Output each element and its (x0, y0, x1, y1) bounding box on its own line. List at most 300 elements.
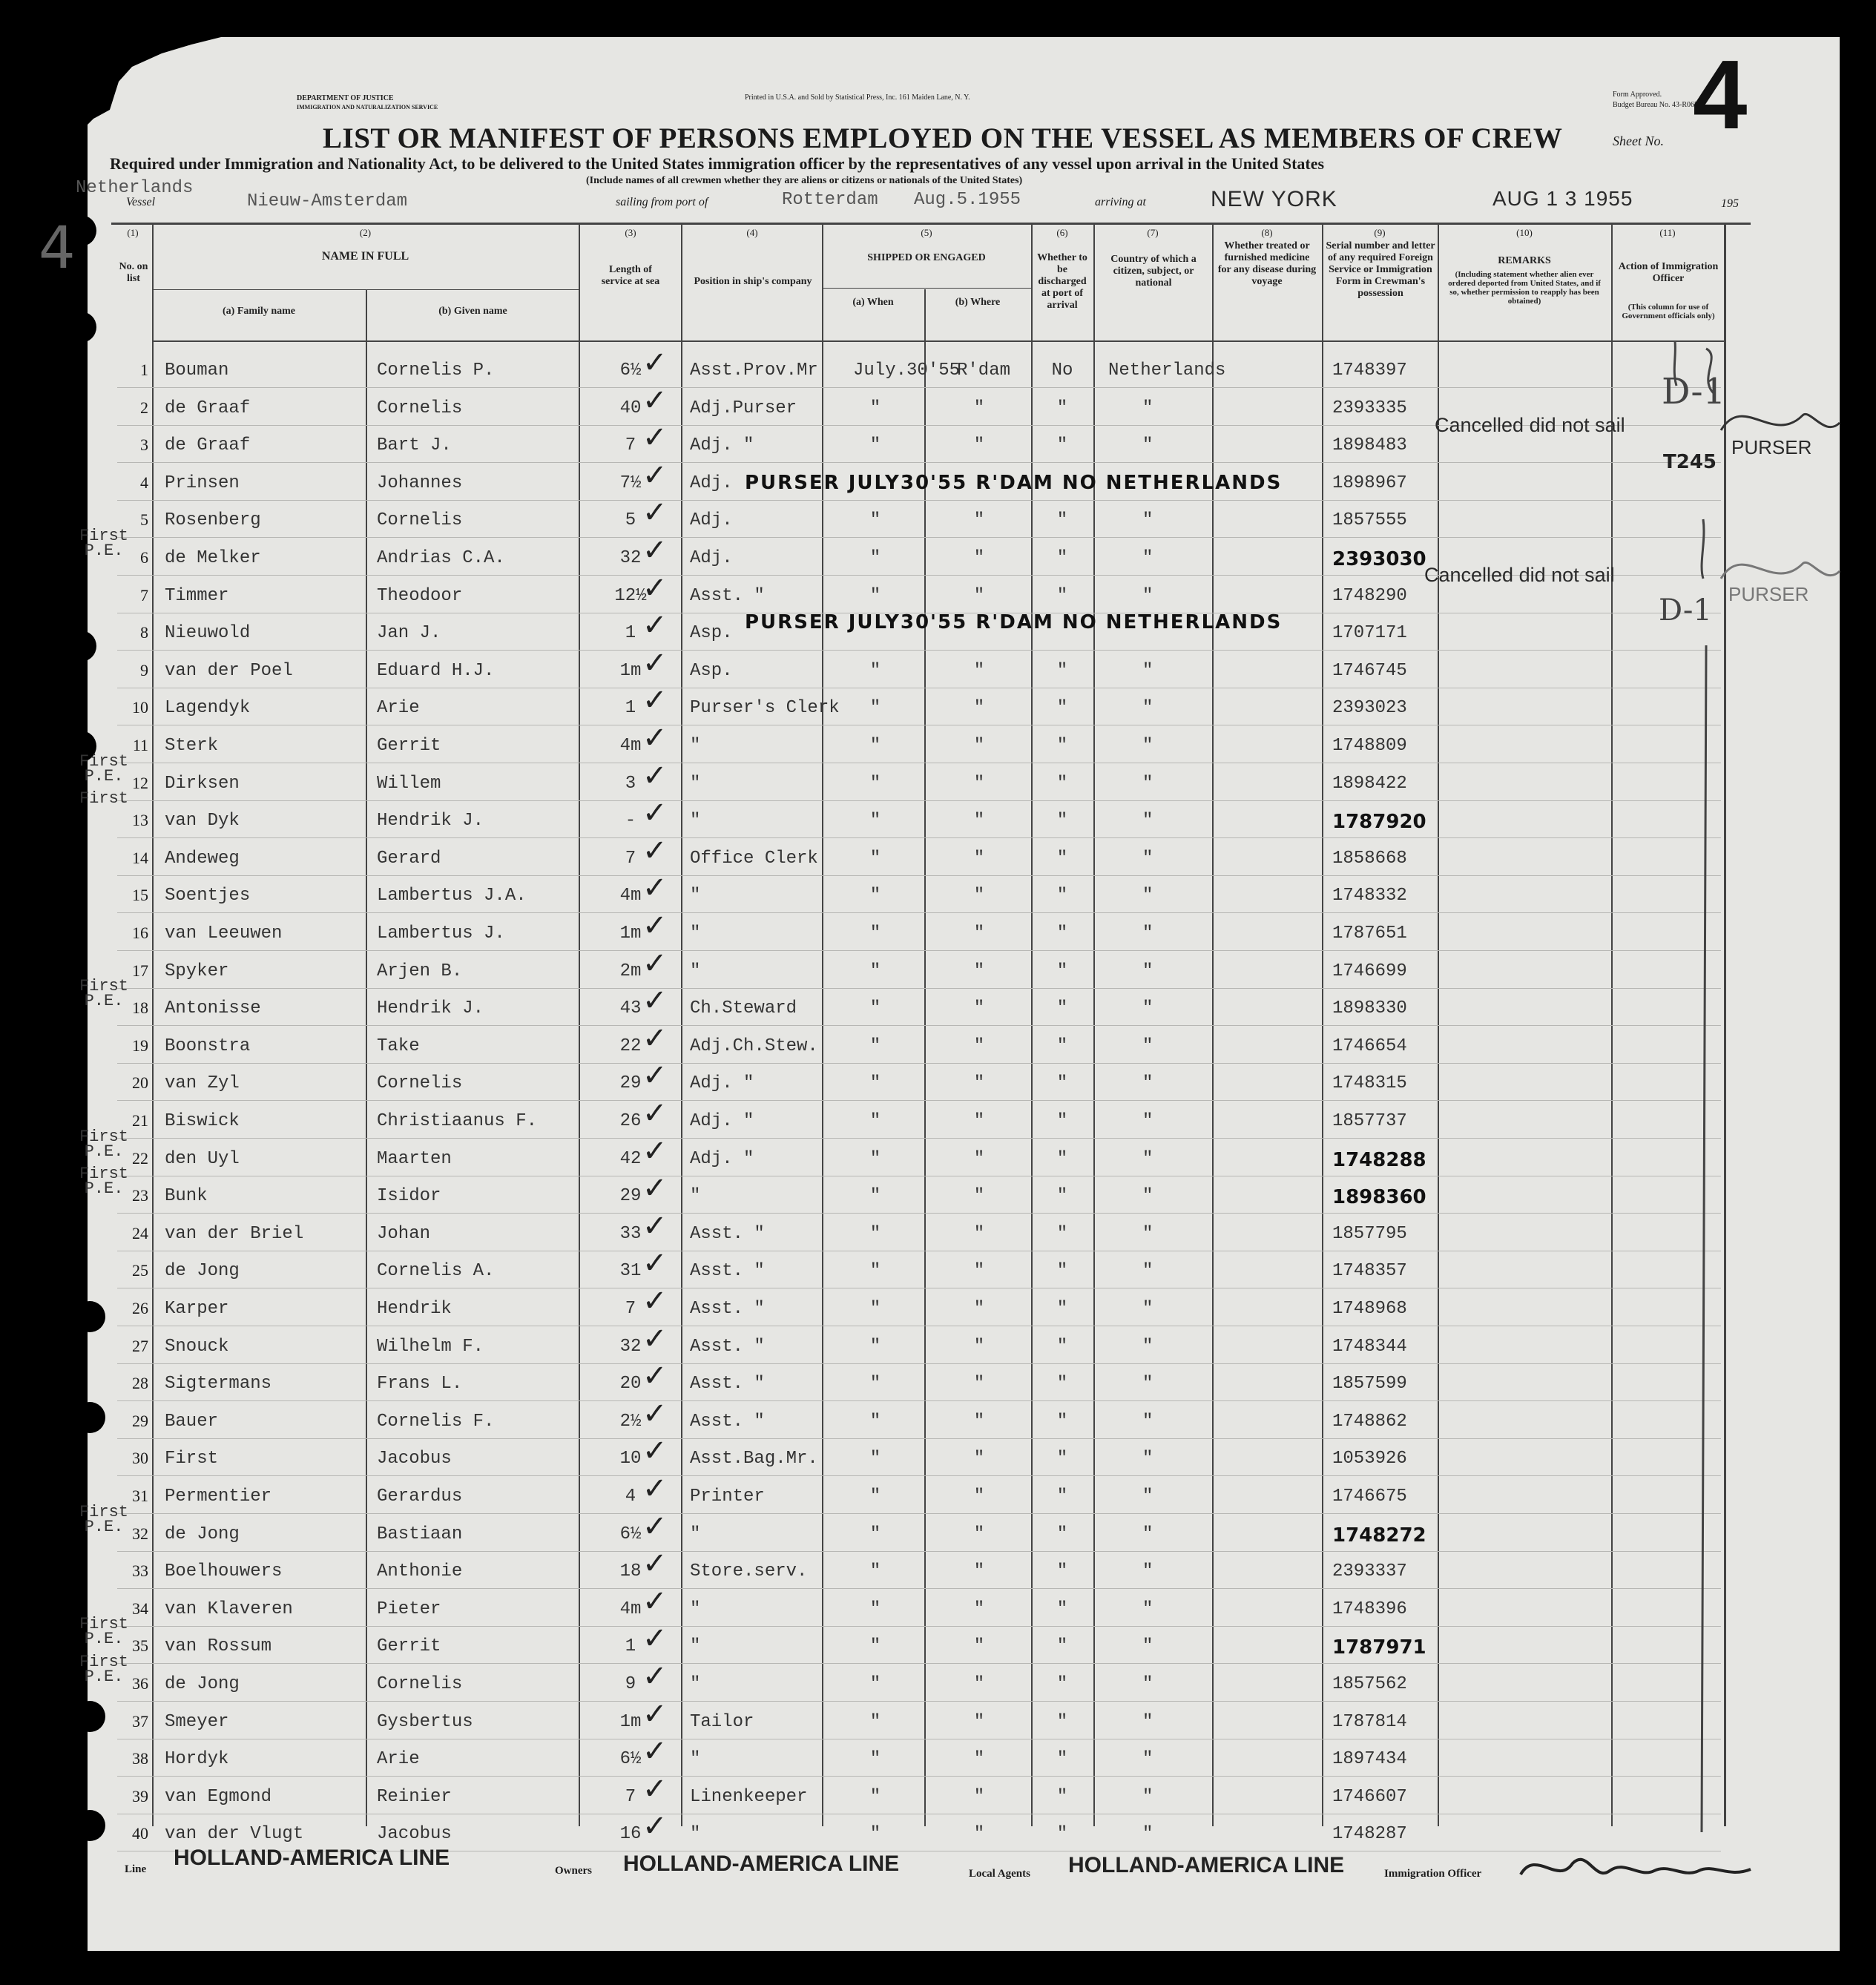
col-3-header: Length of service at sea (601, 264, 660, 287)
shipped-when: " (869, 849, 881, 869)
country: " (1142, 435, 1153, 455)
purser-stamp-2: PURSER (1728, 583, 1809, 605)
shipped-where: " (973, 1749, 985, 1769)
position: Asst. " (690, 1412, 765, 1432)
position: Store.serv. (690, 1561, 808, 1581)
family-name: de Jong (165, 1261, 240, 1281)
handwritten-entry-row-8: PURSER JULY30'55 R'DAM NO NETHERLANDS (745, 611, 1283, 633)
crew-row (0, 1697, 1876, 1740)
discharge: " (1056, 661, 1068, 681)
crew-row (0, 1547, 1876, 1590)
position: " (690, 811, 701, 831)
department-label: DEPARTMENT OF JUSTICE (297, 94, 394, 102)
position: Asp. (690, 661, 733, 681)
mark-t245: T245 (1663, 451, 1717, 473)
shipped-where: " (973, 698, 985, 718)
length-of-service: 4m (619, 886, 642, 906)
row-number: 3 (140, 435, 148, 454)
given-name: Hendrik J. (377, 998, 484, 1018)
family-name: Bouman (165, 361, 229, 381)
discharge: " (1056, 774, 1068, 794)
length-of-service: 6½ (619, 1524, 642, 1544)
country: Netherlands (1108, 361, 1226, 381)
crew-row (0, 789, 1876, 839)
crew-row (0, 909, 1876, 952)
given-name: Gerard (377, 849, 441, 869)
mark-d2: D-1 (1659, 593, 1712, 628)
serial-number: 1857795 (1332, 1224, 1407, 1244)
shipped-when: " (869, 1449, 881, 1469)
family-name: van Leeuwen (165, 924, 283, 944)
col-8-number: (8) (1261, 227, 1273, 238)
service-label: IMMIGRATION AND NATURALIZATION SERVICE (297, 104, 438, 111)
agents-stamp: HOLLAND-AMERICA LINE (1068, 1853, 1345, 1877)
shipped-when: " (869, 1111, 881, 1131)
row-number: 10 (132, 698, 148, 717)
col-5-header: SHIPPED OR ENGAGED (867, 252, 986, 263)
length-of-service: 5 (625, 510, 636, 530)
checkmark-icon: ✓ (642, 1359, 668, 1393)
col-10-note: (Including statement whether alien ever ordered deported from United States, and if so, whether permission to reapply has been obtained) (1448, 270, 1601, 306)
country: " (1142, 1224, 1153, 1244)
discharge: " (1056, 548, 1068, 568)
handwritten-entry-row-4: PURSER JULY30'55 R'DAM NO NETHERLANDS (745, 472, 1283, 494)
discharge: " (1056, 849, 1068, 869)
family-name: Bunk (165, 1186, 208, 1206)
country: " (1142, 586, 1153, 606)
family-name: Boonstra (165, 1036, 251, 1056)
position: Linenkeeper (690, 1787, 808, 1807)
row-number: 29 (132, 1412, 148, 1430)
checkmark-icon: ✓ (642, 1246, 668, 1280)
checkmark-icon: ✓ (642, 1809, 668, 1843)
checkmark-icon: ✓ (642, 1659, 668, 1693)
position: Asst. " (690, 586, 765, 606)
length-of-service: 12½ (614, 586, 647, 606)
serial-number: 1898967 (1332, 473, 1407, 493)
family-name: de Graaf (165, 398, 251, 418)
col-11-note: (This column for use of Government officials only) (1622, 303, 1715, 320)
length-of-service: 1m (619, 1712, 642, 1732)
length-of-service: 7 (625, 849, 636, 869)
col-7-number: (7) (1147, 227, 1159, 238)
serial-number: 1857555 (1332, 510, 1407, 530)
shipped-when: " (869, 548, 881, 568)
length-of-service: 32 (619, 1337, 642, 1357)
col-10-header: REMARKS (1498, 255, 1551, 266)
checkmark-icon: ✓ (642, 909, 668, 943)
shipped-where: R'dam (957, 361, 1011, 381)
sheet-number: 4 (1693, 40, 1748, 149)
shipped-when: " (869, 1149, 881, 1169)
crew-row (0, 1128, 1876, 1177)
discharge: " (1056, 1186, 1068, 1206)
row-number: 23 (132, 1186, 148, 1205)
crew-row (0, 1615, 1876, 1665)
checkmark-icon: ✓ (642, 683, 668, 717)
family-name: van Zyl (165, 1073, 240, 1093)
family-name: van der Briel (165, 1224, 304, 1244)
country: " (1142, 1337, 1153, 1357)
checkmark-icon: ✓ (642, 1697, 668, 1731)
country: " (1142, 849, 1153, 869)
shipped-when: " (869, 1261, 881, 1281)
checkmark-icon: ✓ (642, 421, 668, 455)
position: Tailor (690, 1712, 754, 1732)
serial-number: 1748357 (1332, 1261, 1407, 1281)
discharge: " (1056, 510, 1068, 530)
shipped-when: " (869, 1036, 881, 1056)
budget-bureau: Budget Bureau No. 43-R065.5. (1613, 101, 1705, 109)
col-2-header: NAME IN FULL (321, 250, 409, 263)
country: " (1142, 1524, 1153, 1544)
given-name: Gerrit (377, 1636, 441, 1656)
family-name: Nieuwold (165, 623, 251, 643)
given-name: Cornelis (377, 510, 463, 530)
family-name: Biswick (165, 1111, 240, 1131)
shipped-when: " (869, 435, 881, 455)
discharge: " (1056, 435, 1068, 455)
checkmark-icon: ✓ (642, 608, 668, 642)
checkmark-icon: ✓ (642, 834, 668, 868)
given-name: Cornelis (377, 1073, 463, 1093)
position: Printer (690, 1487, 765, 1507)
shipped-where: " (973, 1561, 985, 1581)
row-number: 39 (132, 1787, 148, 1805)
line-label: Line (125, 1863, 147, 1875)
shipped-where: " (973, 811, 985, 831)
checkmark-icon: ✓ (642, 1284, 668, 1318)
row-number: 9 (140, 661, 148, 679)
row-number: 17 (132, 961, 148, 980)
given-name: Jacobus (377, 1449, 452, 1469)
length-of-service: 22 (619, 1036, 642, 1056)
shipped-when: " (869, 736, 881, 756)
shipped-where: " (973, 1412, 985, 1432)
family-name: Antonisse (165, 998, 261, 1018)
length-of-service: 7 (625, 1299, 636, 1319)
first-pe-note: First (79, 789, 128, 808)
row-number: 8 (140, 623, 148, 642)
sailing-date: Aug.5.1955 (914, 190, 1021, 210)
row-number: 11 (132, 736, 148, 754)
page-subnote: (Include names of all crewmen whether they are aliens or citizens or nationals of the United States) (586, 175, 1023, 186)
given-name: Cornelis (377, 1674, 463, 1694)
row-number: 20 (132, 1073, 148, 1092)
crew-row (0, 1209, 1876, 1252)
checkmark-icon: ✓ (642, 1622, 668, 1656)
family-name: van Rossum (165, 1636, 272, 1656)
country: " (1142, 1374, 1153, 1394)
position: " (690, 774, 701, 794)
first-pe-note: First P.E. (79, 752, 128, 786)
mark-d1: D-1 (1662, 371, 1726, 412)
agents-label: Local Agents (969, 1868, 1030, 1880)
serial-number: 1748272 (1332, 1524, 1426, 1547)
row-number: 15 (132, 886, 148, 904)
col-6-number: (6) (1056, 227, 1068, 238)
crew-row (0, 1772, 1876, 1815)
family-name: den Uyl (165, 1149, 240, 1169)
crew-row (0, 1021, 1876, 1064)
shipped-where: " (973, 1261, 985, 1281)
shipped-where: " (973, 1337, 985, 1357)
shipped-when: " (869, 1749, 881, 1769)
length-of-service: 7½ (619, 473, 642, 493)
shipped-when: " (869, 1337, 881, 1357)
family-name: de Graaf (165, 435, 251, 455)
serial-number: 1787814 (1332, 1712, 1407, 1732)
serial-number: 1857737 (1332, 1111, 1407, 1131)
country: " (1142, 510, 1153, 530)
shipped-where: " (973, 1599, 985, 1619)
crew-row (0, 1653, 1876, 1702)
given-name: Eduard H.J. (377, 661, 495, 681)
given-name: Theodoor (377, 586, 463, 606)
col-9-number: (9) (1374, 227, 1386, 238)
crew-row (0, 752, 1876, 802)
discharge: " (1056, 998, 1068, 1018)
shipped-where: " (973, 1111, 985, 1131)
length-of-service: 1 (625, 698, 636, 718)
shipped-split-rule (822, 288, 1031, 289)
country: " (1142, 924, 1153, 944)
given-name: Cornelis F. (377, 1412, 495, 1432)
crew-row (0, 346, 1876, 389)
length-of-service: 1m (619, 661, 642, 681)
crew-row (0, 1472, 1876, 1515)
position: Adj. " (690, 1149, 754, 1169)
country: " (1142, 1674, 1153, 1694)
checkmark-icon: ✓ (642, 1059, 668, 1093)
given-name: Bart J. (377, 435, 452, 455)
crew-row (0, 1734, 1876, 1777)
crew-row (0, 646, 1876, 689)
family-name: Spyker (165, 961, 229, 981)
given-name: Johannes (377, 473, 463, 493)
shipped-where: " (973, 1636, 985, 1656)
sailing-port: Rotterdam (782, 190, 878, 210)
country: " (1142, 736, 1153, 756)
row-number: 13 (132, 811, 148, 829)
remark-cancelled-row-2: Cancelled did not sail (1435, 414, 1625, 436)
col-8-header: Whether treated or furnished medicine for any disease during voyage (1217, 240, 1317, 287)
family-name: van Dyk (165, 811, 240, 831)
length-of-service: 20 (619, 1374, 642, 1394)
officer-label: Immigration Officer (1384, 1868, 1482, 1880)
row-number: 4 (140, 473, 148, 492)
shipped-where: " (973, 1487, 985, 1507)
serial-number: 1746745 (1332, 661, 1407, 681)
position: " (690, 886, 701, 906)
shipped-when: " (869, 661, 881, 681)
serial-number: 1857599 (1332, 1374, 1407, 1394)
length-of-service: 9 (625, 1674, 636, 1694)
officer-signature (1513, 1841, 1780, 1893)
first-pe-note: First P.E. (79, 1128, 128, 1161)
discharge: " (1056, 736, 1068, 756)
position: " (690, 1186, 701, 1206)
serial-number: 1053926 (1332, 1449, 1407, 1469)
discharge: " (1056, 1374, 1068, 1394)
country: " (1142, 1824, 1153, 1844)
position: " (690, 1636, 701, 1656)
discharge: " (1056, 1487, 1068, 1507)
form-approved: Form Approved. (1613, 90, 1662, 99)
position: Asst.Bag.Mr. (690, 1449, 818, 1469)
position: Asst. " (690, 1337, 765, 1357)
crew-row (0, 1434, 1876, 1477)
given-name: Isidor (377, 1186, 441, 1206)
family-name: Boelhouwers (165, 1561, 283, 1581)
serial-number: 1787971 (1332, 1636, 1426, 1659)
row-number: 7 (140, 586, 148, 605)
first-pe-note: First P.E. (79, 977, 128, 1010)
serial-number: 2393030 (1332, 548, 1426, 570)
length-of-service: 2m (619, 961, 642, 981)
discharge: " (1056, 1636, 1068, 1656)
discharge: " (1056, 1412, 1068, 1432)
discharge: " (1056, 886, 1068, 906)
length-of-service: 4 (625, 1487, 636, 1507)
given-name: Gerardus (377, 1487, 463, 1507)
crew-row (0, 1165, 1876, 1214)
shipped-when: " (869, 1561, 881, 1581)
length-of-service: 7 (625, 435, 636, 455)
row-number: 19 (132, 1036, 148, 1055)
position: " (690, 736, 701, 756)
row-number: 25 (132, 1261, 148, 1280)
position: " (690, 1674, 701, 1694)
given-name: Arjen B. (377, 961, 463, 981)
checkmark-icon: ✓ (642, 721, 668, 755)
row-number: 37 (132, 1712, 148, 1731)
shipped-when: " (869, 1186, 881, 1206)
row-number: 27 (132, 1337, 148, 1355)
col-1-number: (1) (127, 227, 139, 238)
country: " (1142, 1149, 1153, 1169)
position: " (690, 961, 701, 981)
serial-number: 1898422 (1332, 774, 1407, 794)
shipped-where: " (973, 924, 985, 944)
family-name: Lagendyk (165, 698, 251, 718)
given-name: Cornelis (377, 398, 463, 418)
col-7-header: Country of which a citizen, subject, or national (1110, 254, 1197, 289)
row-number: 18 (132, 998, 148, 1017)
shipped-where: " (973, 961, 985, 981)
printer-note: Printed in U.S.A. and Sold by Statistical Press, Inc. 161 Maiden Lane, N. Y. (745, 93, 970, 102)
serial-number: 1748344 (1332, 1337, 1407, 1357)
serial-number: 1746654 (1332, 1036, 1407, 1056)
length-of-service: 16 (619, 1824, 642, 1844)
shipped-where: " (973, 849, 985, 869)
serial-number: 1748968 (1332, 1299, 1407, 1319)
length-of-service: 3 (625, 774, 636, 794)
checkmark-icon: ✓ (642, 1434, 668, 1468)
crew-row (0, 496, 1876, 539)
col-3-number: (3) (625, 227, 636, 238)
length-of-service: 40 (619, 398, 642, 418)
given-name: Cornelis A. (377, 1261, 495, 1281)
col-2-number: (2) (359, 227, 372, 238)
country: " (1142, 1749, 1153, 1769)
country: " (1142, 1449, 1153, 1469)
signature-scribbles (1714, 386, 1847, 623)
given-name: Lambertus J.A. (377, 886, 527, 906)
shipped-where: " (973, 1674, 985, 1694)
discharge: " (1056, 698, 1068, 718)
checkmark-icon: ✓ (642, 796, 668, 830)
col-11-header: Action of Immigration Officer (1618, 261, 1719, 284)
crew-row (0, 1246, 1876, 1289)
checkmark-icon: ✓ (642, 947, 668, 981)
discharge: " (1056, 1524, 1068, 1544)
position: Adj. " (690, 435, 754, 455)
row-number: 33 (132, 1561, 148, 1580)
crew-row (0, 1359, 1876, 1402)
family-name: Timmer (165, 586, 229, 606)
shipped-when: " (869, 1787, 881, 1807)
family-name: de Jong (165, 1524, 240, 1544)
arrival-port: NEW YORK (1211, 187, 1337, 211)
crew-row (0, 1397, 1876, 1440)
serial-number: 1748397 (1332, 361, 1407, 381)
shipped-where: " (973, 1374, 985, 1394)
position: Asst. " (690, 1299, 765, 1319)
serial-number: 1858668 (1332, 849, 1407, 869)
given-name: Arie (377, 698, 420, 718)
country: " (1142, 1412, 1153, 1432)
col-6-header: Whether to be discharged at port of arrival (1037, 252, 1087, 311)
crew-row (0, 683, 1876, 726)
checkmark-icon: ✓ (642, 1134, 668, 1168)
length-of-service: 1 (625, 1636, 636, 1656)
crew-row (0, 1096, 1876, 1139)
length-of-service: 4m (619, 736, 642, 756)
length-of-service: 1 (625, 623, 636, 643)
margin-number: 4 (39, 215, 76, 282)
country: " (1142, 961, 1153, 981)
given-name: Anthonie (377, 1561, 463, 1581)
serial-number: 1748287 (1332, 1824, 1407, 1844)
shipped-where: " (973, 548, 985, 568)
country: " (1142, 1487, 1153, 1507)
crew-row (0, 1059, 1876, 1102)
shipped-when: " (869, 586, 881, 606)
first-pe-note: First P.E. (79, 1653, 128, 1686)
col-5-number: (5) (921, 227, 932, 238)
row-number: 1 (140, 361, 148, 379)
length-of-service: 32 (619, 548, 642, 568)
given-name: Cornelis P. (377, 361, 495, 381)
checkmark-icon: ✓ (642, 1547, 668, 1581)
family-name: de Jong (165, 1674, 240, 1694)
discharge: No (1051, 361, 1073, 381)
col-5b-header: (b) Where (955, 297, 1001, 308)
shipped-where: " (973, 661, 985, 681)
country: " (1142, 1599, 1153, 1619)
col-4-header: Position in ship's company (694, 276, 812, 287)
crew-row (0, 1503, 1876, 1553)
checkmark-icon: ✓ (642, 1322, 668, 1356)
family-name: van der Poel (165, 661, 293, 681)
length-of-service: 31 (619, 1261, 642, 1281)
position: " (690, 1599, 701, 1619)
first-pe-note: First P.E. (79, 1165, 128, 1198)
family-name: Sterk (165, 736, 219, 756)
discharge: " (1056, 1824, 1068, 1844)
row-number: 36 (132, 1674, 148, 1693)
